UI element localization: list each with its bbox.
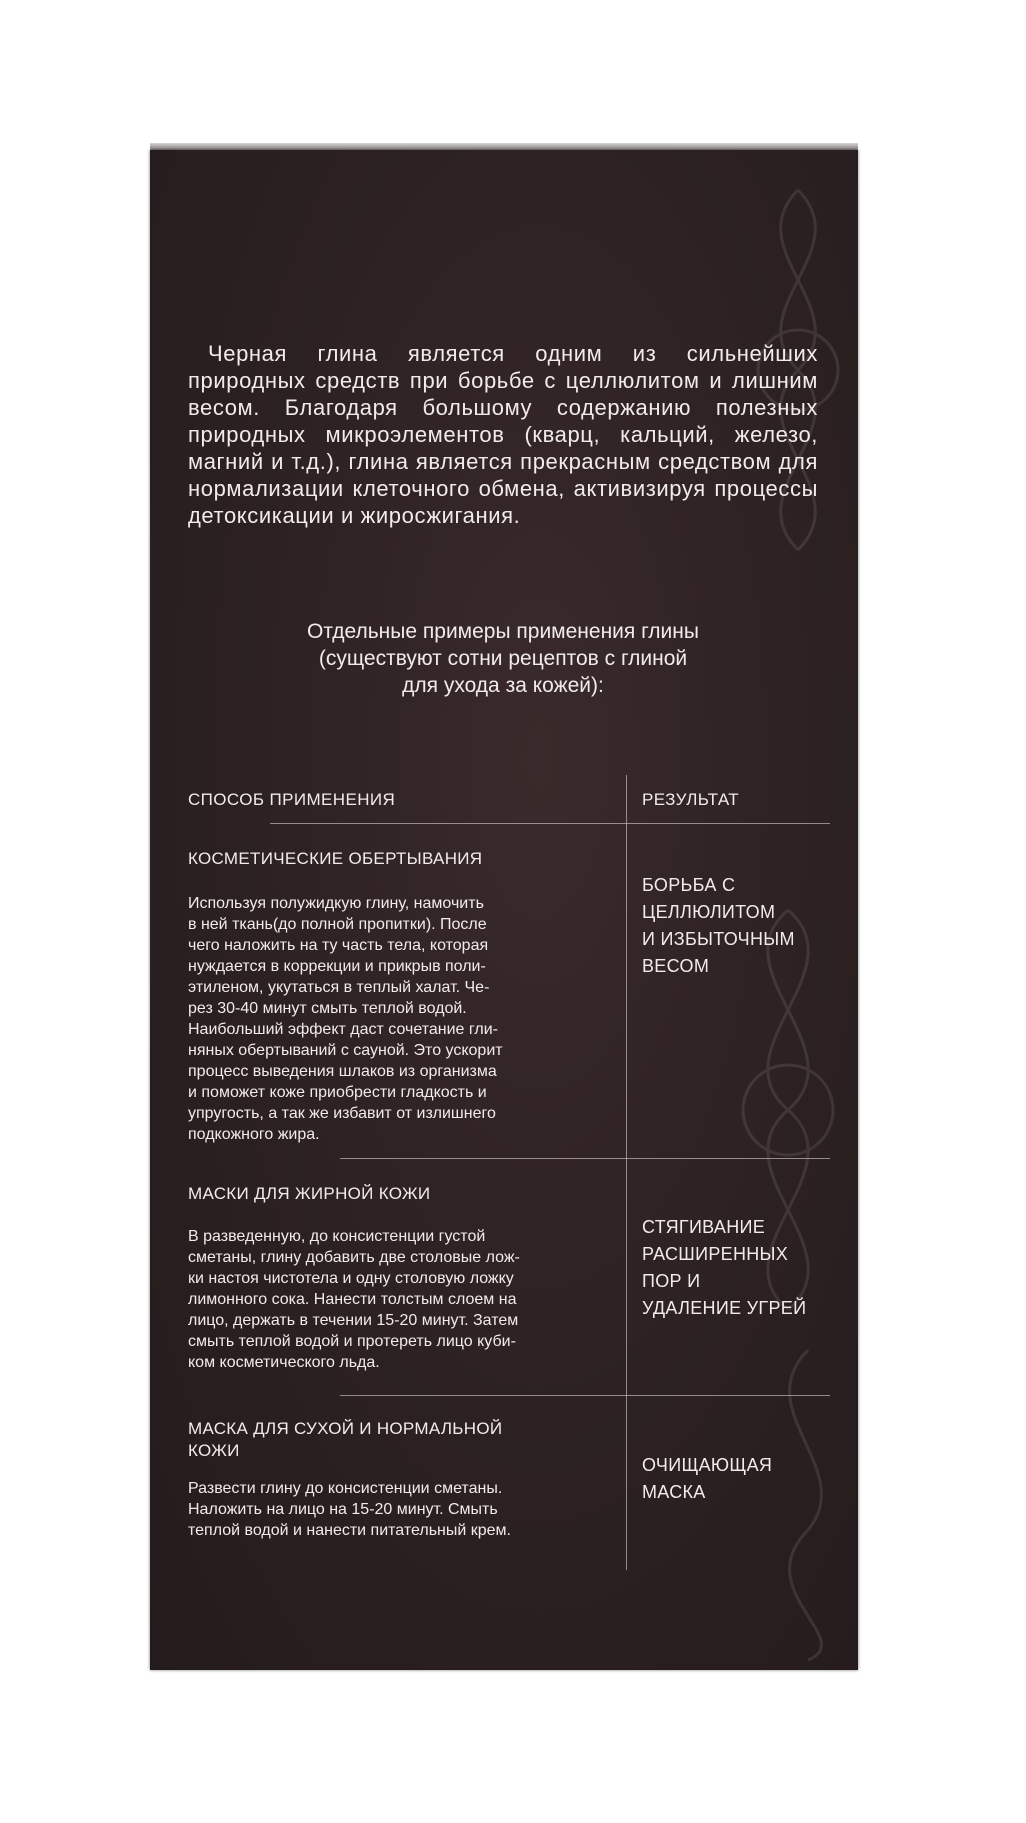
row-1-result: БОРЬБА С ЦЕЛЛЮЛИТОМ И ИЗБЫТОЧНЫМ ВЕСОМ: [642, 875, 795, 976]
row-2-method-body: В разведенную, до консистенции густой сметаны, глину добавить две столовые лож- ки настоя чистотела и одну столовую ложку лимонного сока. Нанести толстым слоем на лицо, держать в течении 15-20 минут. Затем смыть теплой водой и протереть лицо куби- ком косметического льда.: [188, 1228, 520, 1371]
row-1-method-body: Используя полужидкую глину, намочить в ней ткань(до полной пропитки). После чего наложить на ту часть тела, которая нуждается в коррекции и прикрыв поли- этиленом, укутаться в теплый халат. Че- рез 30-40 минут смыть теплой водой. Наибольший эффект даст сочетание гли- няных обертываний с сауной. Это ускорит процесс выведения шлаков из организма и поможет коже приобрести гладкость и упругость, а так же избавит от излишнего подкожного жира.: [188, 895, 503, 1143]
row-3-method-title: МАСКА ДЛЯ СУХОЙ И НОРМАЛЬНОЙ КОЖИ: [188, 1419, 503, 1460]
column-divider: [626, 775, 627, 1570]
examples-heading-line-3: для ухода за кожей):: [402, 674, 604, 697]
header-divider: [270, 823, 830, 824]
row-2-method-title: МАСКИ ДЛЯ ЖИРНОЙ КОЖИ: [188, 1184, 431, 1203]
row-2-divider: [340, 1395, 830, 1396]
result-column-header: РЕЗУЛЬТАТ: [642, 790, 740, 809]
row-1-divider: [340, 1158, 830, 1159]
row-1-method-title: КОСМЕТИЧЕСКИЕ ОБЕРТЫВАНИЯ: [188, 849, 483, 868]
row-3-method-body: Развести глину до консистенции сметаны. Наложить на лицо на 15-20 минут. Смыть теплой водой и нанести питательный крем.: [188, 1480, 511, 1539]
method-column-header: СПОСОБ ПРИМЕНЕНИЯ: [188, 790, 396, 809]
row-3-result: ОЧИЩАЮЩАЯ МАСКА: [642, 1455, 773, 1502]
examples-heading: [188, 618, 818, 699]
intro-paragraph: Черная глина является одним из сильнейших природных средств при борьбе с целлюлитом и лишним весом. Благодаря большому содержанию полезных природных микроэлементов (кварц, кальций, железо, магний и т.д.), глина является прекрасным средством для нормализации клеточного обмена, активизируя процессы детоксикации и жиросжигания.: [188, 341, 818, 528]
examples-heading-line-2: (существуют сотни рецептов с глиной: [318, 647, 688, 670]
row-2-result: СТЯГИВАНИЕ РАСШИРЕННЫХ ПОР И УДАЛЕНИЕ УГРЕЙ: [642, 1217, 807, 1318]
examples-heading-line-1: Отдельные примеры применения глины: [307, 620, 699, 643]
